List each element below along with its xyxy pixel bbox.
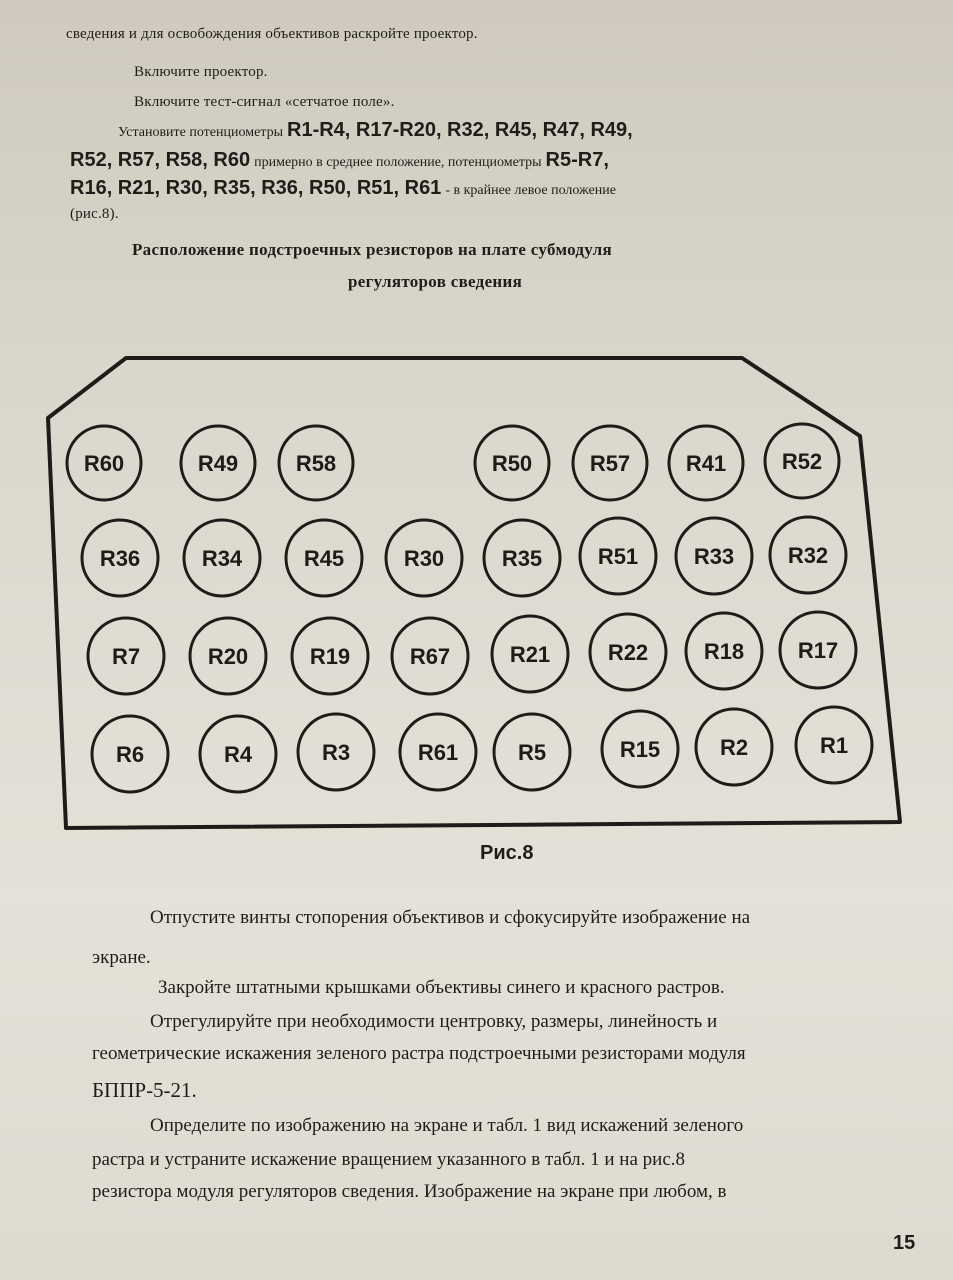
resistor-label-r30: R30 [403,546,445,571]
setup-line-1-text: Установите потенциометры [118,125,283,140]
resistor-label-r61: R61 [417,740,459,765]
resistor-label-r20: R20 [207,644,249,669]
resistor-label-r4: R4 [223,742,253,767]
resistor-label-r41: R41 [685,451,727,476]
setup-line-2-refs: R52, R57, R58, R60 [70,149,251,171]
resistor-label-r7: R7 [111,644,141,669]
resistor-label-r58: R58 [295,451,337,476]
body-line-1: Отпустите винты стопорения объективов и сфокусируйте изображение на [150,907,751,928]
resistor-label-r6: R6 [115,742,145,767]
setup-line-2-text: примерно в среднее положение, потенциометры [254,155,542,170]
figure-caption: Рис.8 [480,842,534,864]
resistor-label-r3: R3 [321,740,351,765]
resistor-group [67,424,872,792]
resistor-label-r36: R36 [99,546,141,571]
resistor-label-r33: R33 [693,544,735,569]
resistor-label-r32: R32 [787,543,829,568]
body-line-8: растра и устраните искажение вращением указанного в табл. 1 и на рис.8 [92,1149,685,1170]
resistor-label-r2: R2 [719,735,749,760]
resistor-label-r21: R21 [509,642,551,667]
body-line-4: Отрегулируйте при необходимости центровку, размеры, линейность и [150,1011,718,1032]
resistor-label-r51: R51 [597,544,639,569]
setup-line-3-text: - в крайнее левое положение [445,183,616,198]
setup-line-3-refs: R16, R21, R30, R35, R36, R50, R51, R61 [70,177,442,199]
resistor-label-r57: R57 [589,451,631,476]
body-line-6: БППР-5-21. [92,1078,197,1102]
resistor-label-r50: R50 [491,451,533,476]
body-line-5: геометрические искажения зеленого растра подстроечными резисторами модуля [92,1043,746,1064]
resistor-label-r52: R52 [781,449,823,474]
setup-line-4: (рис.8). [70,206,119,222]
intro-line-3: Включите тест-сигнал «сетчатое поле». [134,94,395,110]
setup-line-2-tail: R5-R7, [545,149,609,171]
body-line-7: Определите по изображению на экране и табл. 1 вид искажений зеленого [150,1115,744,1136]
board-outline [48,358,900,828]
body-line-3: Закройте штатными крышками объективы синего и красного растров. [158,977,725,998]
setup-line-1-refs: R1-R4, R17-R20, R32, R45, R47, R49, [287,119,633,141]
page-number: 15 [893,1232,916,1254]
resistor-label-r15: R15 [619,737,661,762]
resistor-label-r1: R1 [819,733,849,758]
resistor-label-r35: R35 [501,546,543,571]
resistor-label-r5: R5 [517,740,547,765]
intro-line-2: Включите проектор. [134,64,268,80]
resistor-label-r60: R60 [83,451,125,476]
resistor-label-r19: R19 [309,644,351,669]
intro-line-1: сведения и для освобождения объективов раскройте проектор. [66,26,478,42]
resistor-label-r49: R49 [197,451,239,476]
body-line-2: экране. [92,947,151,968]
resistor-label-r67: R67 [409,644,451,669]
resistor-label-r18: R18 [703,639,745,664]
resistor-label-r22: R22 [607,640,649,665]
figure-heading-1: Расположение подстроечных резисторов на плате субмодуля [132,240,613,259]
resistor-label-r17: R17 [797,638,839,663]
body-line-9: резистора модуля регуляторов сведения. Изображение на экране при любом, в [92,1181,727,1202]
resistor-label-r34: R34 [201,546,243,571]
resistor-label-r45: R45 [303,546,345,571]
figure-heading-2: регуляторов сведения [348,272,523,291]
